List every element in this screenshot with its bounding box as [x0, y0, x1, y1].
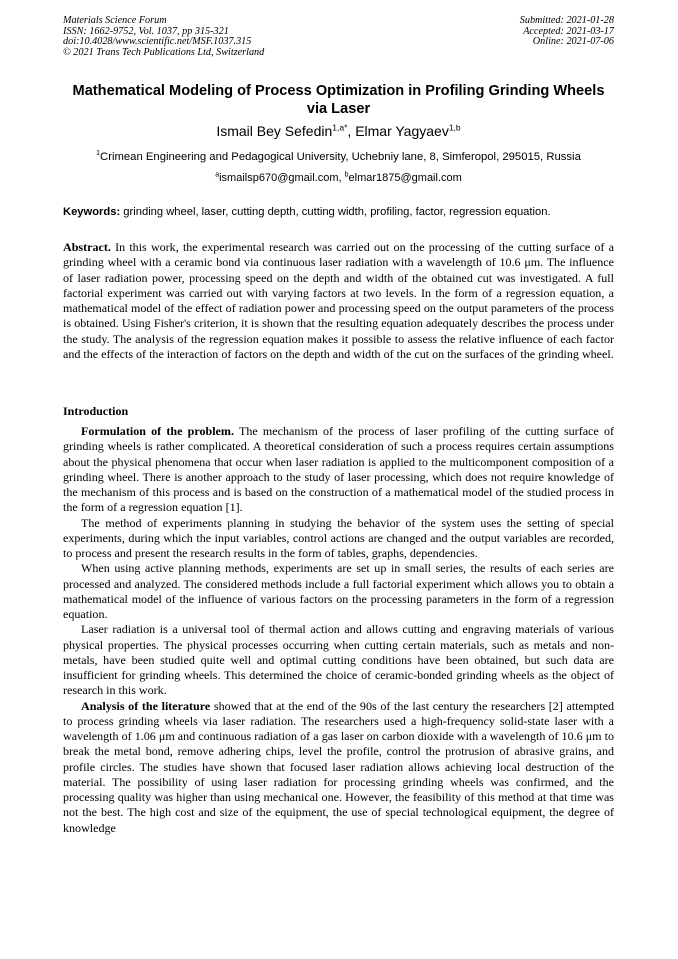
abstract-text: In this work, the experimental research was carried out on the processing of the cutting surface of a grinding wheel with a ceramic bond via continuous laser radiation with a wavelength of 10.6 μm. The influence of laser radiation power, processing speed on the depth and width of the obtained cut was investigated. A full factorial experiment was carried out with varying factors at two levels. In the form of a regression equation, a mathematical model of the effect of radiation power and processing speed on the output parameters of the process is obtained. Using Fisher's criterion, it is shown that the resulting equation adequately describes the process under the study. The analysis of the regression equation makes it possible to assess the relative influence of each factor and the effects of the interaction of factors on the depth and width of the cut on the surfaces of the grinding wheel.	[63, 240, 614, 361]
journal-header-right	[520, 16, 614, 48]
paragraph: When using active planning methods, experiments are set up in small series, the results of each series are processed and analyzed. The considered methods include a full factorial experiment which allows you to obtain a mathematical model of the influence of various factors on the processing parameters in the form of a regression equation.	[63, 561, 614, 621]
author-affiliation-mark: 1,b	[448, 122, 461, 133]
paragraph-text: The mechanism of the process of laser profiling of the cutting surface of grinding wheels is rather complicated. A theoretical consideration of such a process requires certain assumptions about the physical phenomena that occur when laser radiation is applied to the multicomponent composition of a grinding wheel. There is another approach to the study of laser processing, which does not require knowledge of the mechanism of this process and is based on the construction of a mathematical model of the studied process in the form of a regression equation [1].	[63, 424, 615, 515]
submitted-date: Submitted: 2021-01-28	[519, 15, 614, 26]
journal-name: Materials Science Forum	[63, 15, 167, 26]
abstract	[63, 240, 614, 362]
accepted-date: Accepted: 2021-03-17	[523, 25, 614, 37]
paragraph: The method of experiments planning in studying the behavior of the system uses the setting of special experiments, during which the input variables, control actions are changed and the output variables are recorded, to process and present the research results in the form of tables, graphs, dependencies.	[63, 515, 614, 560]
email-address: ismailsp670@gmail.com,	[219, 172, 345, 184]
paragraph-lead: Formulation of the problem.	[81, 424, 234, 438]
paragraph-lead: Analysis of the literature	[81, 698, 211, 713]
paragraph	[63, 424, 614, 516]
section-heading: Introduction	[63, 404, 129, 418]
affiliation	[63, 150, 614, 164]
author-affiliation-mark: 1,a*	[332, 122, 348, 133]
issn-line: ISSN: 1662-9752, Vol. 1037, pp 315-321	[63, 25, 229, 37]
paragraph	[63, 699, 614, 836]
author-name: Elmar Yagyaev	[355, 123, 449, 139]
email-line	[63, 171, 614, 185]
doi-line: doi:10.4028/www.scientific.net/MSF.1037.315	[63, 36, 252, 48]
email-mark: a	[215, 171, 220, 179]
author-separator: ,	[347, 123, 356, 139]
abstract-paragraph	[63, 240, 614, 362]
paragraph-text: showed that at the end of the 90s of the last century the researchers [2] attempted to process grinding wheels via laser radiation. The researchers used a high-frequency solid-state laser with a wavelength of 1.06 μm and continuous radiation of a gas laser on carbon dioxide with a wavelength of 10.6 μm to break the metal bond, remove adhering chips, level the profile, control the protrusion of abrasive grains, and profile circles. The studies have shown that focused laser radiation allows achieving local destruction of the material. The possibility of using laser radiation for processing grinding wheels was confirmed, and the processing quality was higher than using mechanical one. However, the feasibility of this method at that time was not the best. The high cost and size of the equipment, the use of special technological equipment, the degree of knowledge	[63, 698, 615, 835]
journal-header-left	[63, 16, 264, 58]
abstract-label: Abstract.	[63, 240, 111, 254]
email-address: elmar1875@gmail.com	[348, 172, 462, 184]
online-date: Online: 2021-07-06	[532, 36, 614, 48]
affiliation-text: Crimean Engineering and Pedagogical University, Uchebniy lane, 8, Simferopol, 295015, Russia	[100, 151, 581, 163]
keywords-label: Keywords:	[63, 206, 121, 218]
copyright-line: © 2021 Trans Tech Publications Ltd, Switzerland	[63, 46, 265, 58]
email-mark: b	[344, 171, 349, 179]
author-name: Ismail Bey Sefedin	[216, 123, 333, 139]
author-line	[63, 122, 614, 140]
keywords-text: grinding wheel, laser, cutting depth, cutting width, profiling, factor, regression equation.	[120, 206, 551, 218]
keywords	[63, 205, 614, 219]
paragraph: Laser radiation is a universal tool of thermal action and allows cutting and engraving materials of various physical properties. The physical processes occurring when cutting certain materials, such as metals and non-metals, have been studied quite well and optimal cutting conditions have been obtained, but such data are insufficient for grinding wheels. This determined the choice of ceramic-bonded grinding wheels as the object of research in this work.	[63, 622, 614, 698]
affiliation-mark: 1	[96, 150, 101, 158]
introduction-body	[63, 424, 614, 836]
paper-title: Mathematical Modeling of Process Optimization in Profiling Grinding Wheels via Laser	[72, 83, 605, 117]
